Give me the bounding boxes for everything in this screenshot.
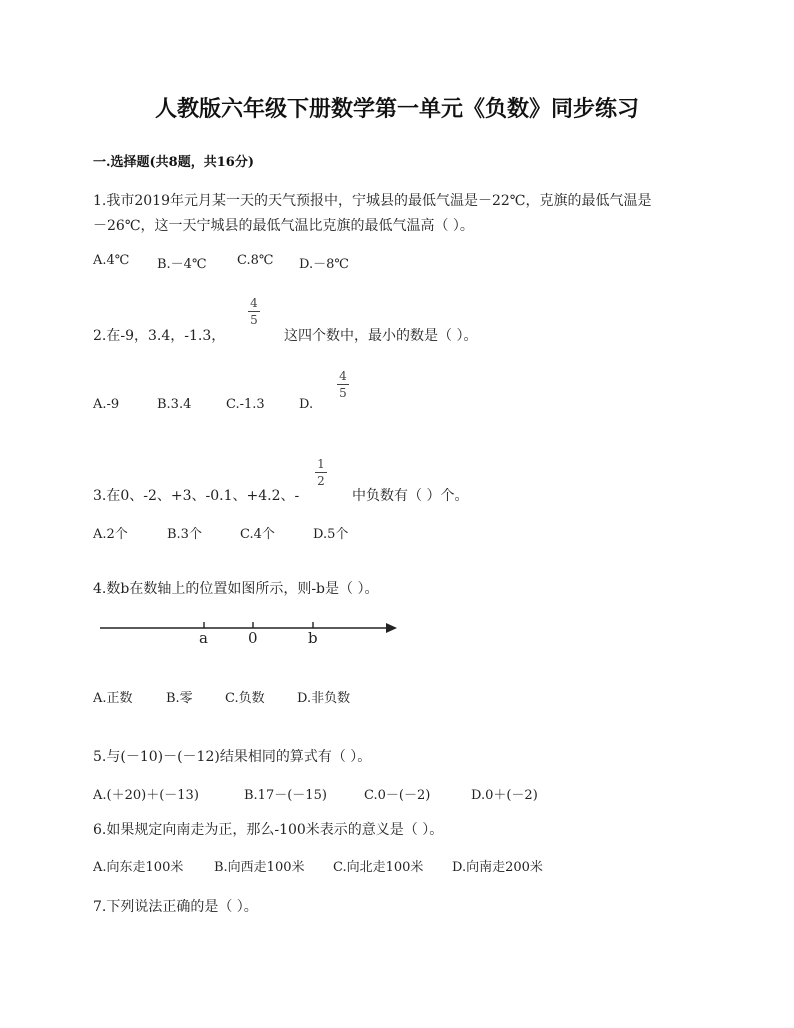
q1-option-b: B.－4℃	[157, 257, 207, 272]
q6-option-a: A.向东走100米	[93, 860, 184, 875]
label-zero: 0	[248, 629, 258, 647]
question-3-stem-start: 3.在0、-2、+3、-0.1、+4.2、-	[93, 488, 300, 504]
number-line	[98, 612, 403, 652]
q3-fraction-denominator: 2	[317, 474, 325, 488]
q3-option-d: D.5个	[313, 527, 349, 542]
q2-option-d: D.	[299, 397, 314, 412]
q2-option-d-denominator: 5	[339, 386, 347, 400]
question-7-stem: 7.下列说法正确的是（ ）。	[93, 899, 258, 915]
question-2-stem-start: 2.在-9，3.4，-1.3，	[93, 328, 226, 344]
question-3-stem-end: 中负数有（ ）个。	[352, 488, 469, 504]
q1-option-c: C.8℃	[237, 253, 274, 268]
q2-option-a: A.-9	[93, 397, 120, 412]
q2-option-b: B.3.4	[157, 397, 192, 412]
q2-option-c: C.-1.3	[226, 397, 265, 412]
q2-option-d-bar	[337, 384, 349, 385]
q2-fraction	[248, 296, 260, 327]
q3-option-a: A.2个	[93, 527, 128, 542]
q2-option-d-fraction	[337, 369, 349, 400]
q2-fraction-numerator: 4	[250, 296, 258, 310]
q4-option-c: C.负数	[225, 691, 265, 706]
q4-option-a: A.正数	[93, 691, 133, 706]
question-1-line-2: －26℃，这一天宁城县的最低气温比克旗的最低气温高（ ）。	[93, 218, 474, 234]
q3-fraction	[315, 457, 327, 488]
q2-fraction-bar	[248, 311, 260, 312]
q5-option-d: D.0＋(－2)	[471, 788, 538, 803]
q3-fraction-numerator: 1	[317, 457, 325, 471]
question-4-stem: 4.数b在数轴上的位置如图所示，则-b是（ ）。	[93, 581, 379, 597]
q6-option-c: C.向北走100米	[333, 860, 424, 875]
label-a: a	[199, 629, 208, 647]
q4-option-b: B.零	[166, 691, 193, 706]
q3-fraction-bar	[315, 472, 327, 473]
page-title: 人教版六年级下册数学第一单元《负数》同步练习	[154, 96, 639, 122]
q5-option-b: B.17－(－15)	[244, 788, 327, 803]
question-1-line-1: 1.我市2019年元月某一天的天气预报中，宁城县的最低气温是－22℃，克旗的最低气温是	[93, 193, 652, 209]
q2-option-d-numerator: 4	[339, 369, 347, 383]
q1-option-d: D.－8℃	[299, 257, 349, 272]
label-b: b	[308, 629, 318, 647]
q6-option-d: D.向南走200米	[452, 860, 543, 875]
q2-fraction-denominator: 5	[250, 313, 258, 327]
section-header: 一.选择题(共8题，共16分)	[93, 155, 254, 170]
q6-option-b: B.向西走100米	[214, 860, 305, 875]
number-line-arrow	[386, 623, 397, 633]
question-5-stem: 5.与(－10)－(－12)结果相同的算式有（ ）。	[93, 749, 372, 765]
question-6-stem: 6.如果规定向南走为正，那么-100米表示的意义是（ ）。	[93, 822, 444, 838]
q5-option-c: C.0－(－2)	[364, 788, 431, 803]
question-2-stem-end: 这四个数中，最小的数是（ ）。	[284, 328, 478, 344]
q3-option-b: B.3个	[167, 527, 202, 542]
q1-option-a: A.4℃	[93, 253, 130, 268]
q5-option-a: A.(＋20)＋(－13)	[93, 788, 199, 803]
q4-option-d: D.非负数	[297, 691, 351, 706]
q3-option-c: C.4个	[240, 527, 275, 542]
